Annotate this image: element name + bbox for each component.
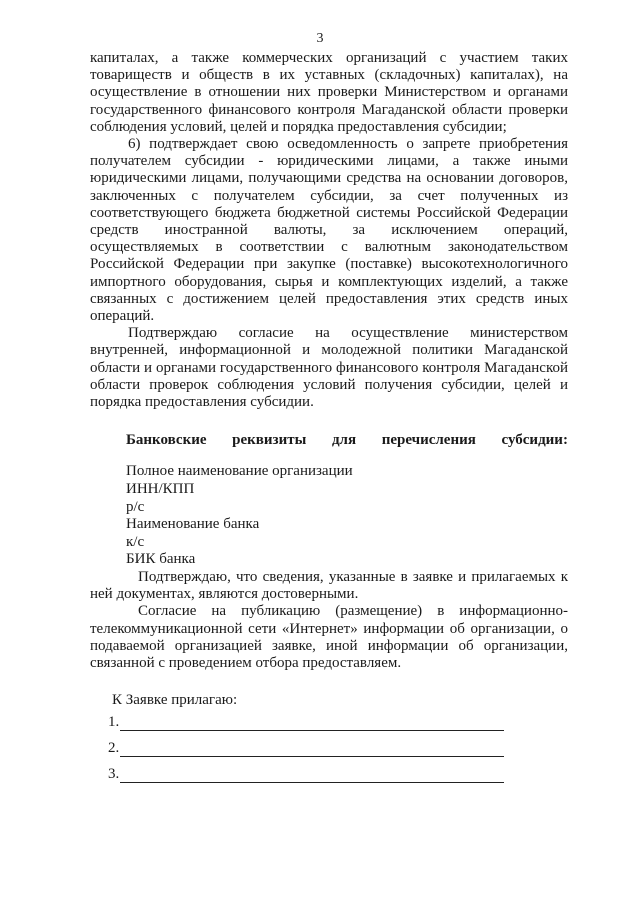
bank-heading-word: реквизиты (232, 432, 307, 449)
attachments-list (90, 711, 568, 783)
paragraph-consent-inspection: Подтверждаю согласие на осуществление министерством внутренней, информационной и молодежной политики Магаданской области и органами государственного финансового контроля Магаданской области проверок соблюдения условий получения субсидии, целей и порядка предоставления субсидии. (90, 325, 568, 411)
bank-details-list (126, 463, 568, 569)
bank-heading-word: субсидии: (501, 432, 568, 449)
bank-details-heading (126, 432, 568, 449)
bank-field-bank-name: Наименование банка (126, 516, 260, 533)
bank-heading-word: перечисления (381, 432, 476, 449)
attachment-blank-line[interactable] (120, 716, 504, 731)
attachment-blank-line[interactable] (120, 742, 504, 757)
confirmation-paragraph: Подтверждаю, что сведения, указанные в заявке и прилагаемых к ней документах, являются достоверными. (90, 569, 568, 603)
attachment-line (108, 763, 568, 783)
bank-field-inn-kpp: ИНН/КПП (126, 481, 195, 498)
attachment-number: 3. (108, 766, 120, 783)
attachment-number: 2. (108, 740, 120, 757)
attachment-line (108, 737, 568, 757)
paragraph-item-6: 6) подтверждает свою осведомленность о запрете приобретения получателем субсидии - юридическими лицами, а также иными юридическими лицами, получающими средства на основании договоров, заключенных с получателем субсидии, за счет полученных из соответствующего бюджета бюджетной системы Российской Федерации средств иностранной валюты, за исключением операций, осуществляемых в соответствии с валютным законодательством Российской Федерации при закупке (поставке) высокотехнологичного импортного оборудования, сырья и комплектующих изделий, а также связанных с достижением целей предоставления этих средств иных операций. (90, 136, 568, 325)
bank-field-bik: БИК банка (126, 551, 196, 568)
bank-field-account: р/с (126, 498, 145, 515)
attachment-blank-line[interactable] (120, 768, 504, 783)
document-body (90, 50, 568, 783)
attachments-heading: К Заявке прилагаю: (112, 692, 238, 709)
attachment-number: 1. (108, 714, 120, 731)
bank-heading-word: для (331, 432, 357, 449)
attachment-line (108, 711, 568, 731)
bank-field-corr-account: к/с (126, 533, 145, 550)
publication-consent-paragraph: Согласие на публикацию (размещение) в информационно-телекоммуникационной сети «Интернет» информации об организации, о подаваемой организацией заявке, иной информации об организации, связанной с проведением отбора предоставляем. (90, 603, 568, 672)
bank-heading-word: Банковские (126, 432, 207, 449)
paragraph-continuation: капиталах, а также коммерческих организаций с участием таких товариществ и обществ в их уставных (складочных) капиталах), на осуществление в отношении них проверки Министерством и органами государственного финансового контроля Магаданской области проверки соблюдения условий, целей и порядка предоставления субсидии; (90, 50, 568, 135)
bank-field-org-name: Полное наименование организации (126, 463, 353, 480)
page-number: 3 (316, 31, 324, 46)
